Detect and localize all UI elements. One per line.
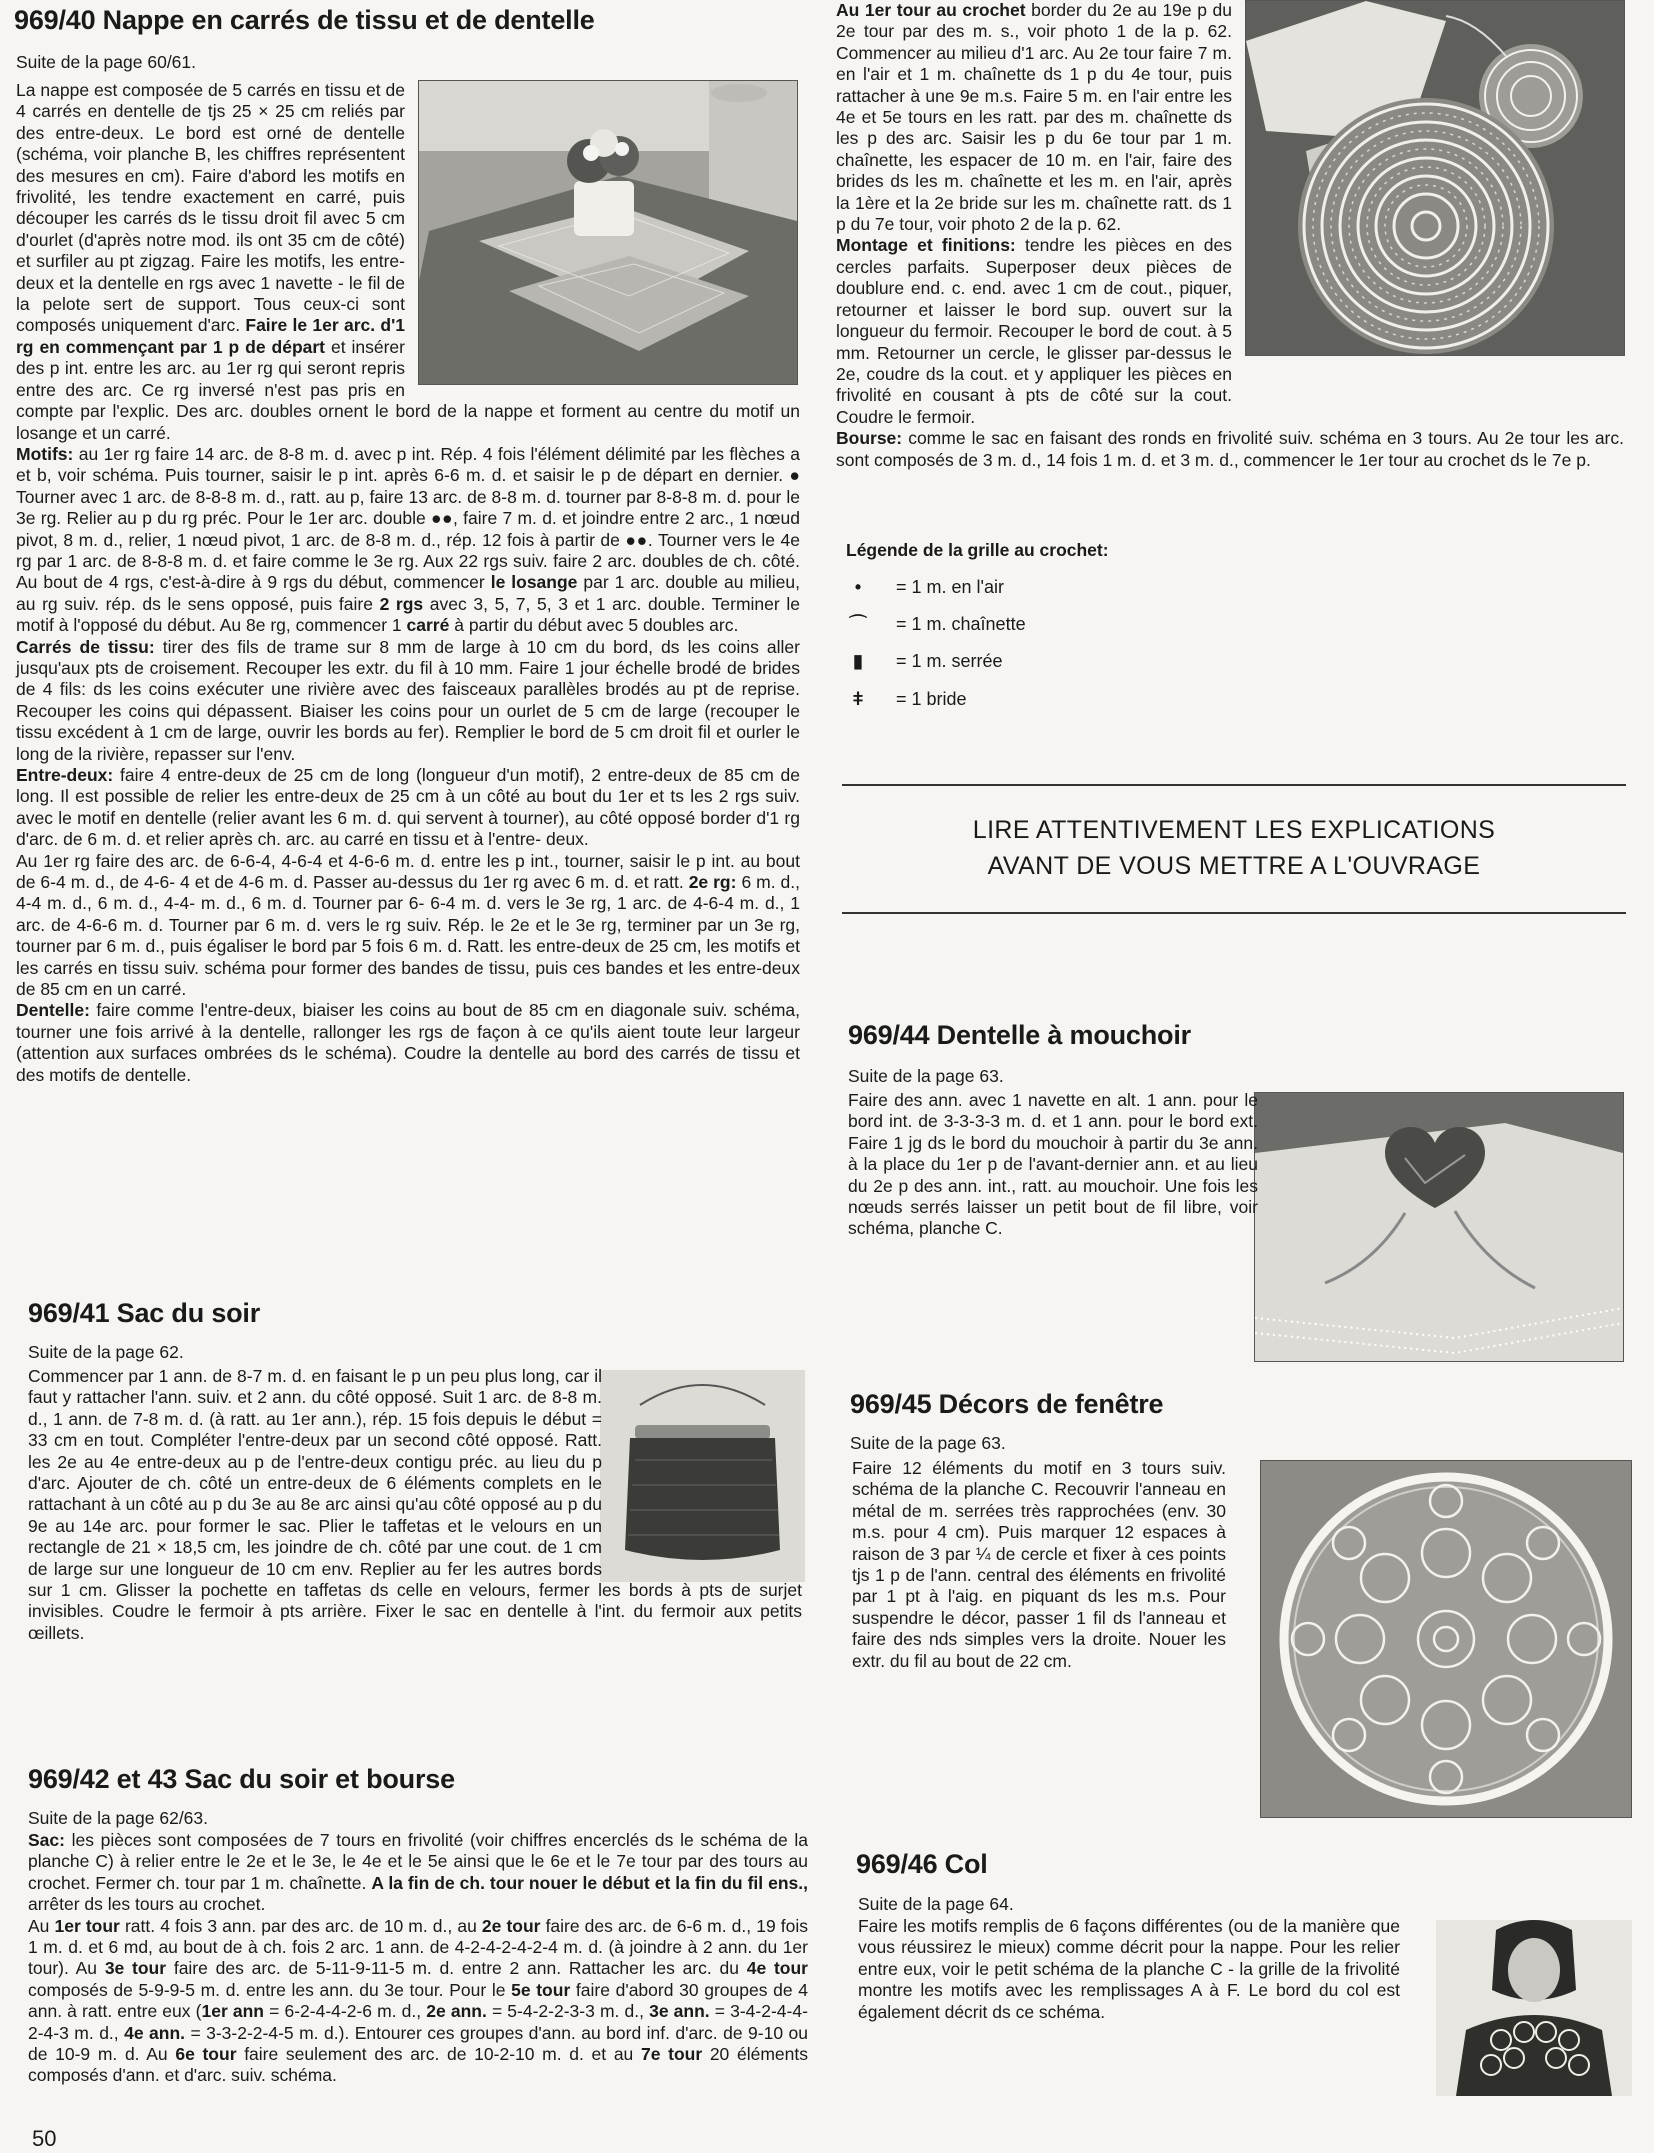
window-decor-photo (1260, 1460, 1632, 1818)
section-subtitle-969-40: Suite de la page 60/61. (16, 52, 197, 72)
section-title-969-46: 969/46 Col (856, 1849, 988, 1879)
page-number: 50 (32, 2126, 57, 2151)
paragraph-decor: Faire 12 éléments du motif en 3 tours suiv. schéma de la planche C. Recouvrir l'anneau en métal de m. serrées très rapprochées (env. 30 m.s. pour 4 cm). Puis marquer 12 espaces à raison de 3 par ¼ de cercle et fixer à ces points tjs 1 p de l'ann. central des éléments en frivolité par 1 pt à l'aig. en piquant ds les m.s. Pour suspendre le décor, passer 1 fil ds l'anneau et faire des nds simples vers la droite. Nouer les extr. du fil au bout de 22 cm. (852, 1458, 1226, 1671)
legend-title: Légende de la grille au crochet: (846, 540, 1109, 560)
section-title-969-45: 969/45 Décors de fenêtre (850, 1389, 1164, 1419)
section-subtitle-969-44: Suite de la page 63. (848, 1066, 1004, 1086)
paragraph-tours: Au 1er tour ratt. 4 fois 3 ann. par des arc. de 10 m. d., au 2e tour faire des arc. de 6-6 m. d., 19 fois 1 m. d. et 6 md, au bout de à ch. fois 2 arc. 1 ann. de 4-2-4-2-4-2-4 m. d. (à joindre à 2 ann. du 1er tour). Au 3e tour faire des arc. de 5-11-9-11-5 m. d. entre 2 ann. Rattacher les arc. du 4e tour composés de 5-9-9-5 m. d. entre les ann. du 3e tour. Pour le 5e tour faire d'abord 30 groupes de 4 ann. à ratt. entre eux (1er ann = 6-2-4-4-2-6 m. d., 2e ann. = 5-4-2-2-3-3 m. d., 3e ann. = 3-4-2-4-4-2-4-3 m. d., 4e ann. = 3-3-2-2-4-5 m. d.). Entourer ces groupes d'ann. au bord inf. d'arc. de 9-10 ou de 10-9 m. d. Au 6e tour faire seulement des arc. de 10-2-10 m. d. et au 7e tour 20 éléments composés d'ann. et d'arc. suiv. schéma. (28, 1915, 808, 2086)
paragraph-intro: La nappe est composée de 5 carrés en tissu et de 4 carrés en dentelle de tjs 25 × 25 cm reliés par des entre-deux. Le bord est orné de dentelle (schéma, voir planche B, les chiffres représentent des mesures en cm). Faire d'abord les motifs en frivolité, les tendre exactement en carré, puis découper les carrés ds le tissu droit fil avec 5 cm d'ourlet (d'après notre mod. ils ont 35 cm de côté) et surfiler au pt zigzag. Faire les motifs, les entre-deux et la dentelle en rgs avec 1 navette - le fil de la pelote sert de support. Tous ceux-ci sont composés uniquement d'arc. Faire le 1er arc. d'1 rg en commençant par 1 p de départ et insérer des p int. entre les arc. au 1er rg qui seront repris entre des arc. Ce rg inversé n'est pas pris en compte par l'explic. Des arc. doubles ornent le bord de la nappe et forment au centre du motif un losange et un carré. (16, 80, 800, 443)
paragraph-sac-du-soir: Commencer par 1 ann. de 8-7 m. d. en faisant le p un peu plus long, car il faut y rattacher l'ann. suiv. et 2 ann. du côté opposé. Suit 1 arc. de 8-8 m. d., 1 ann. de 7-8 m. d. (à ratt. au 1er ann.), rép. 15 fois depuis le début = 33 cm en tout. Compléter l'entre-deux par un second côté opposé. Ratt. les 2e au 4e entre-deux au p de l'entre-deux contigu préc. au lieu du p d'arc. Ajouter de ch. côté un entre-deux de 6 éléments complets en le rattachant à un côté au p du 3e au 8e arc ainsi qu'au côté opposé au p du 9e au 14e arc. pour former le sac. Plier le taffetas et le velours en un rectangle de 21 × 18,5 cm, les joindre de ch. côté par une cout. de 1 cm de large sur une longueur de 10 cm env. Replier au fer les autres bords sur 1 cm. Glisser la pochette en taffetas ds celle en velours, fermer les bords à pts de surjet invisibles. Coudre le fermoir à pts arrière. Fixer le sac en dentelle à l'int. du fermoir aux petits œillets. (28, 1366, 802, 1643)
legend-item-maille-serree: ▮ = 1 m. serrée (838, 650, 1003, 672)
paragraph-rangs: Au 1er rg faire des arc. de 6-6-4, 4-6-4 et 4-6-6 m. d. entre les p int., tourner, saisir le p int. au bout de 6-4 m. d., de 4-6- 4 et de 4-6 m. d. Passer au-dessus du 1er rg avec 6 m. d. et ratt. 2e rg: 6 m. d., 4-4 m. d., 6 m. d., 4-4- m. d., 6 m. d. Tourner par 6- 6-4 m. d. vers le 3e rg, 1 arc. de 4-6-4 m. d., 1 arc. de 4-6-6 m. d. Tourner par 6 m. d. vers le rg suiv. Rép. le 2e et le 3e rg, terminer par un 3e rg, tourner par 6 m. d., puis égaliser le bord par 5 fois 6 m. d. Ratt. les entre-deux de 25 cm, les motifs et les carrés en tissu suiv. schéma pour former des bandes de tissu, puis ces bandes et les entre-deux de 85 cm en un carré. (16, 850, 801, 1000)
section-subtitle-969-46: Suite de la page 64. (858, 1894, 1014, 1914)
bar-symbol-icon: ▮ (853, 651, 863, 671)
section-subtitle-969-42: Suite de la page 62/63. (28, 1808, 209, 1828)
handkerchief-photo (1254, 1092, 1624, 1362)
section-body-969-46 (858, 1916, 1400, 2023)
paragraph-bourse: Bourse: comme le sac en faisant des ronds en frivolité suiv. schéma en 3 tours. Au 2e tour les arc. sont composés de 3 m. d., 14 fois 1 m. d. et 3 m. d., commencer le 1er tour au crochet ds le 7e p. (836, 428, 1624, 470)
cross-symbol-icon: ǂ (852, 689, 864, 709)
notice-line-2: AVANT DE VOUS METTRE A L'OUVRAGE (987, 852, 1481, 880)
section-subtitle-969-41: Suite de la page 62. (28, 1342, 184, 1362)
paragraph-motifs: Motifs: au 1er rg faire 14 arc. de 8-8 m. d. avec p int. Rép. 4 fois l'élément délimité par les flèches a et b, voir schéma. Puis tourner, saisir le p int. après 6-6 m. d. et saisir le p de départ en dernier. ● Tourner avec 1 arc. de 8-8-8 m. d., ratt. au p, faire 13 arc. de 8-8 m. d. tourner par 8-8-8 m. d. pour le 3e rg. Relier au p du rg préc. Pour le 1er arc. double ●●, faire 7 m. d. et joindre entre 2 arc., 1 nœud pivot, 8 m. d., relier, 1 nœud pivot, 1 arc. de 8-8 m. d., rép. 12 fois à partir de ●●. Tourner vers le 4e rg par 1 arc. de 8-8-8 m. d. et faire comme le 3e rg. Aux 22 rgs suiv. faire 2 arc. doubles de ch. côté. Au bout de 4 rgs, c'est-à-dire à 9 rgs du début, commencer le losange par 1 arc. double au milieu, au rg suiv. rép. ds le sens opposé, puis faire 2 rgs avec 3, 5, 7, 5, 3 et 1 arc. double. Terminer le motif à l'opposé du début. Au 8e rg, commencer 1 carré à partir du début avec 5 doubles arc. (16, 443, 800, 636)
legend-item-maille-chainette: ⌒ = 1 m. chaînette (838, 613, 1026, 635)
divider-top (842, 784, 1626, 786)
dot-symbol-icon: • (854, 577, 862, 597)
section-body-969-44 (848, 1090, 1258, 1240)
notice-line-1: LIRE ATTENTIVEMENT LES EXPLICATIONS (972, 816, 1496, 844)
paragraph-mouchoir: Faire des ann. avec 1 navette en alt. 1 ann. pour le bord int. de 3-3-3-3 m. d. et 1 ann. pour le bord ext. Faire 1 jg ds le bord du mouchoir à partir du 3e ann. à la place du 1er p de l'avant-dernier ann. et au lieu du 2e p des ann. int., ratt. au mouchoir. Une fois les nœuds serrés laisser un petit bout de fil libre, voir schéma, planche C. (848, 1090, 1258, 1239)
paragraph-sac: Sac: les pièces sont composées de 7 tours en frivolité (voir chiffres encerclés ds le schéma de la planche C) à relier entre le 2e et le 3e, le 4e et le 5e ainsi que le 6e et le 7e tour par des tours au crochet. Fermer ch. tour par 1 m. chaînette. A la fin de ch. tour nouer le début et la fin du fil ens., arrêter ds les tours au crochet. (28, 1830, 808, 1915)
section-body-969-42-cont (836, 0, 1624, 471)
arc-symbol-icon: ⌒ (849, 614, 867, 634)
divider-bottom (842, 912, 1626, 914)
section-body-969-41 (28, 1366, 802, 1644)
legend-item-bride: ǂ = 1 bride (838, 688, 967, 710)
collar-photo (1436, 1920, 1632, 2096)
paragraph-entre-deux: Entre-deux: faire 4 entre-deux de 25 cm de long (longueur d'un motif), 2 entre-deux de 85 cm de long. Il est possible de relier les entre-deux de 25 cm à un côté au bout du 1er et ts les 2 rgs suiv. avec le motif en dentelle (relier avant les 6 m. d. qui servent à tourner), au côté opposé border d'1 rg d'arc. de 6 m. d. et relier après ch. arc. au carré en tissu et à l'entre- deux. (16, 765, 800, 850)
section-title-969-41: 969/41 Sac du soir (28, 1298, 261, 1328)
section-title-969-44: 969/44 Dentelle à mouchoir (848, 1020, 1191, 1050)
section-body-969-45 (852, 1458, 1226, 1672)
paragraph-crochet: Au 1er tour au crochet border du 2e au 19e p du 2e tour par des m. s., voir photo 1 de la p. 62. Commencer au milieu d'1 arc. Au 2e tour faire 7 m. en l'air et 1 m. chaînette ds 1 p du 4e tour, puis rattacher à une 9e m.s. Faire 5 m. en l'air entre les 4e et 5e tours en les ratt. par des m. chaînette ds les p des arc. Saisir les p du 6e tour par 1 m. chaînette, les espacer de 10 m. en l'air, faire des brides ds les m. chaînette et les m. en l'air, après la 1ère et la 2e bride sur les m. chaînette ratt. ds 1 p du 7e tour, voir photo 2 de la p. 62. Montage et finitions: tendre les pièces en des cercles parfaits. Superposer deux pièces de doublure end. c. end. avec 1 cm de cout., piquer, retourner et laisser le bord sup. ouvert sur la longueur du fermoir. Recouper le bord de cout. à 5 mm. Retourner un cercle, le glisser par-dessus le 2e, coudre ds la cout. et y appliquer les pièces en frivolité en cousant à pts de côté sur la cout. Coudre le fermoir. (836, 0, 1232, 427)
section-title-969-42: 969/42 et 43 Sac du soir et bourse (28, 1764, 455, 1794)
paragraph-col: Faire les motifs remplis de 6 façons différentes (ou de la manière que vous réussirez le mieux) comme décrit pour la nappe. Pour les relier entre eux, voir le petit schéma de la planche C - la grille de la frivolité montre les motifs avec les remplissages A à F. Le bord du col est également décrit ds ce schéma. (858, 1916, 1400, 2022)
section-body-969-40 (16, 80, 800, 1086)
reading-notice (842, 812, 1626, 884)
paragraph-dentelle: Dentelle: faire comme l'entre-deux, biaiser les coins au bout de 85 cm en diagonale suiv. schéma, tourner une fois arrivé à la dentelle, rallonger les rgs de façon à ce qu'ils aient toute leur largeur (attention aux surfaces ombrées ds le schéma). Coudre la dentelle au bord des carrés de tissu et des motifs de dentelle. (16, 1000, 800, 1085)
section-title-969-40: 969/40 Nappe en carrés de tissu et de dentelle (14, 5, 595, 35)
section-subtitle-969-45: Suite de la page 63. (850, 1433, 1006, 1453)
section-body-969-42 (28, 1830, 808, 2087)
legend-item-chainette-air: • = 1 m. en l'air (838, 576, 1004, 598)
paragraph-carres: Carrés de tissu: tirer des fils de trame sur 8 mm de large à 10 cm du bord, ds les coins aller jusqu'aux pts de croisement. Recouper les extr. du fil à 10 mm. Faire 1 jour échelle brodé de brides de 4 fils: ds les coins exécuter une rivière avec des faisceaux parallèles brodés au pt de reprise. Recouper les coins qui dépassent. Biaiser les coins pour un ourlet de 5 cm de large (recouper le tissu excédent à 1 cm de large, ouvrir les bords au fer). Remplier le bord de 5 cm droit fil et ourler le long de la rivière, repasser sur l'env. (16, 636, 800, 764)
